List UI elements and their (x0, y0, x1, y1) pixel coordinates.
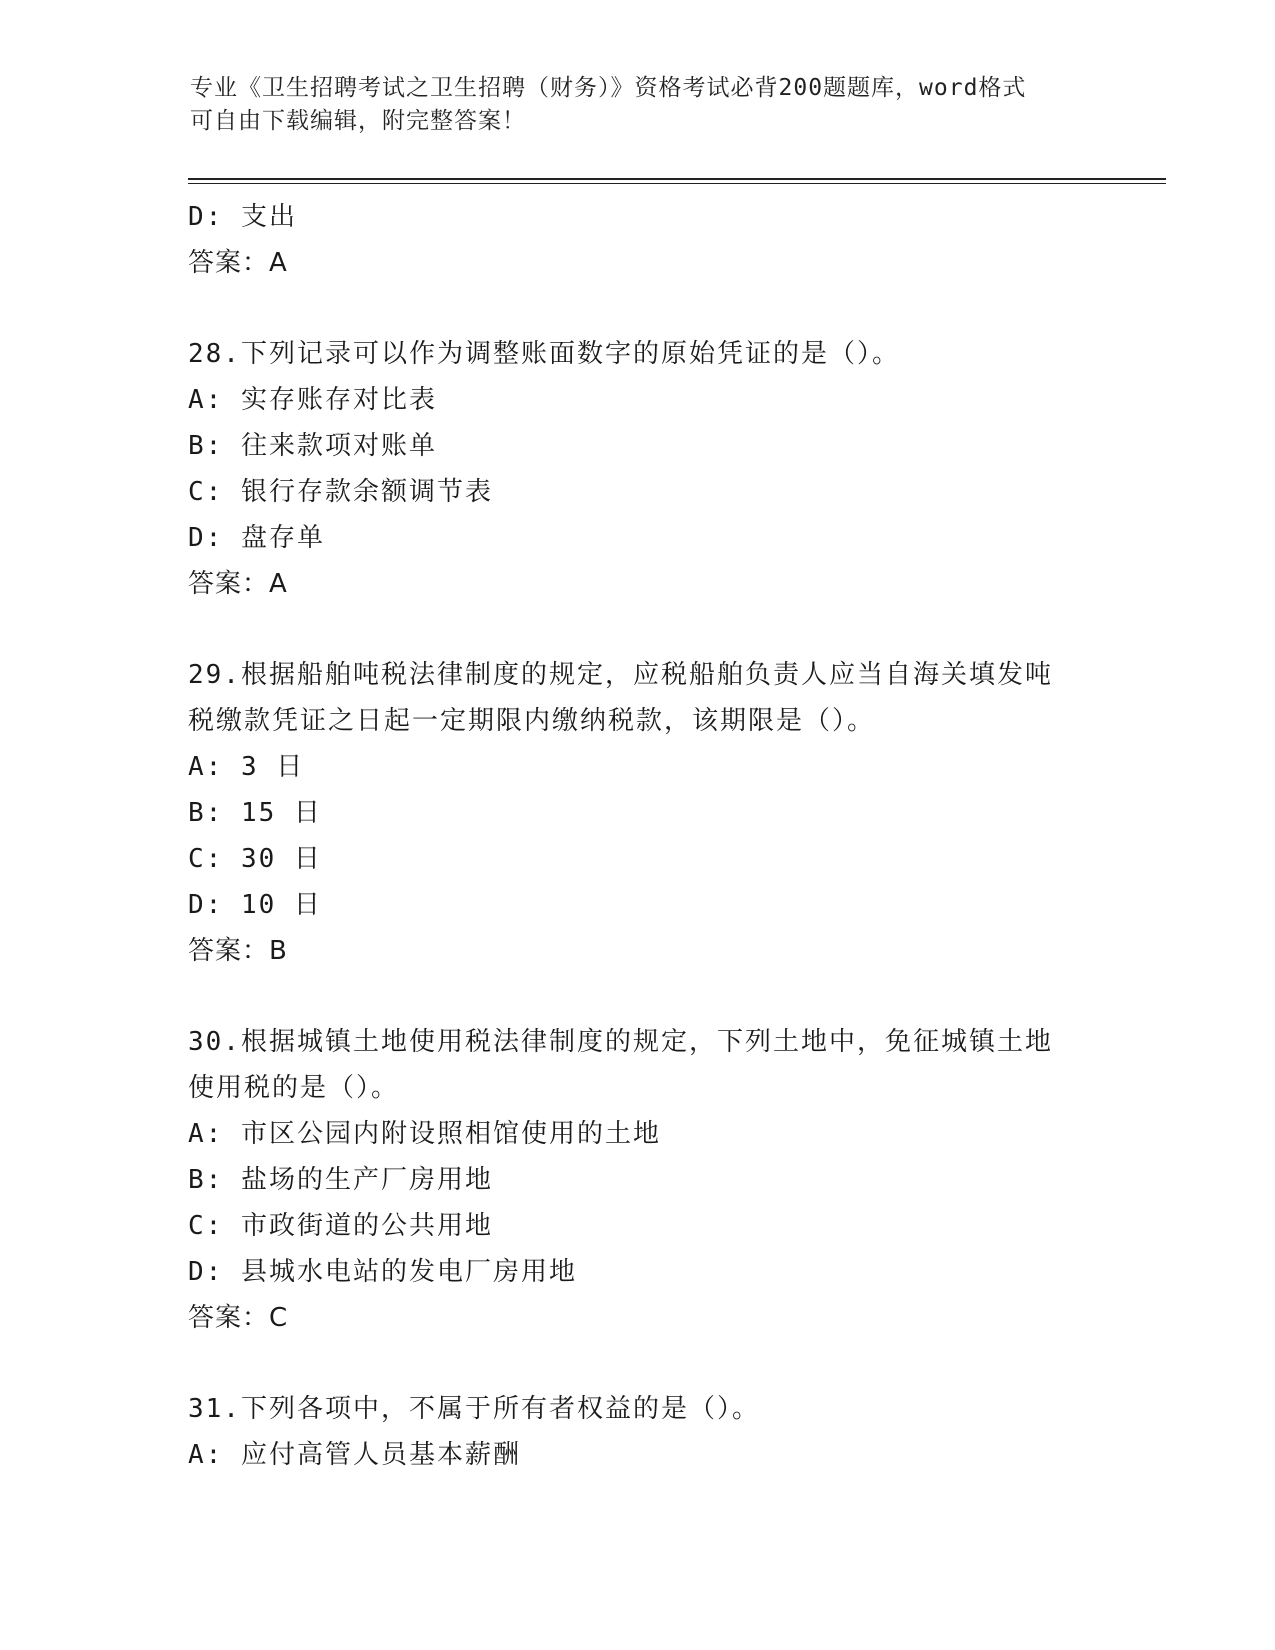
option-b: B: 往来款项对账单 (188, 431, 437, 461)
question-stem-line-2: 使用税的是（）。 (188, 1073, 400, 1103)
header-line-1: 专业《卫生招聘考试之卫生招聘（财务）》资格考试必背200题题库，word格式 (190, 75, 1027, 101)
option-d: D: 盘存单 (188, 523, 325, 553)
question-31 (188, 1386, 1088, 1478)
question-stem-line-1: 29.根据船舶吨税法律制度的规定，应税船舶负责人应当自海关填发吨 (188, 660, 1053, 690)
option-b: B: 盐场的生产厂房用地 (188, 1165, 493, 1195)
option-a: A: 应付高管人员基本薪酬 (188, 1440, 521, 1470)
option-b: B: 15 日 (188, 798, 322, 828)
answer-line: 答案：A (188, 569, 288, 599)
header-divider-thin (188, 183, 1166, 184)
question-28 (188, 331, 1088, 607)
answer-line: 答案：B (188, 936, 288, 966)
question-stem: 28.下列记录可以作为调整账面数字的原始凭证的是（）。 (188, 339, 900, 369)
option-d: D: 支出 (188, 202, 297, 232)
page-header (190, 72, 1090, 138)
option-a: A: 市区公园内附设照相馆使用的土地 (188, 1119, 661, 1149)
answer-line: 答案：C (188, 1303, 289, 1333)
option-c: C: 30 日 (188, 844, 322, 874)
answer-line: 答案：A (188, 248, 288, 278)
option-d: D: 10 日 (188, 890, 322, 920)
header-line-2: 可自由下载编辑，附完整答案！ (190, 108, 526, 134)
option-a: A: 实存账存对比表 (188, 385, 437, 415)
question-stem: 31.下列各项中，不属于所有者权益的是（）。 (188, 1394, 760, 1424)
question-stem-line-2: 税缴款凭证之日起一定期限内缴纳税款，该期限是（）。 (188, 706, 876, 736)
option-c: C: 市政街道的公共用地 (188, 1211, 493, 1241)
question-29 (188, 652, 1088, 974)
document-body (188, 194, 1088, 1478)
question-30 (188, 1019, 1088, 1341)
option-c: C: 银行存款余额调节表 (188, 477, 493, 507)
option-d: D: 县城水电站的发电厂房用地 (188, 1257, 577, 1287)
option-a: A: 3 日 (188, 752, 305, 782)
header-divider-thick (188, 178, 1166, 180)
question-stem-line-1: 30.根据城镇土地使用税法律制度的规定，下列土地中，免征城镇土地 (188, 1027, 1053, 1057)
